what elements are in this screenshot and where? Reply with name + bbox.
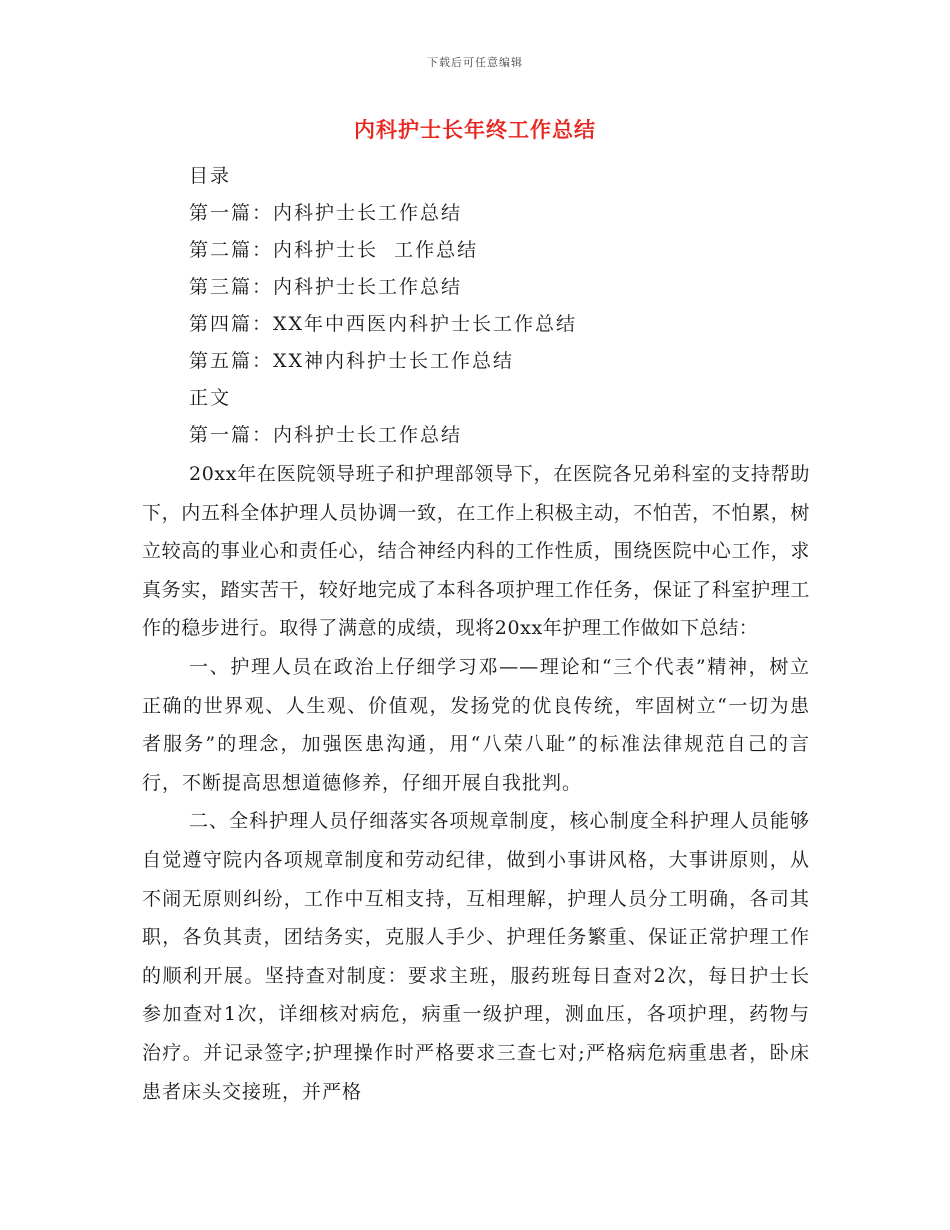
document-title: 内科护士长年终工作总结 — [354, 117, 596, 142]
toc-item-5: 第五篇：XX神内科护士长工作总结 — [189, 350, 515, 372]
body-text — [142, 455, 810, 1111]
toc-item-2: 第二篇：内科护士长 工作总结 — [189, 239, 479, 261]
table-of-contents — [189, 158, 829, 454]
toc-item-3: 第三篇：内科护士长工作总结 — [189, 276, 463, 298]
toc-heading: 目录 — [189, 165, 232, 187]
paragraph-1: 一、护理人员在政治上仔细学习邓——理论和“三个代表”精神，树立正确的世界观、人生观、价值观，发扬党的优良传统，牢固树立“一切为患者服务”的理念，加强医患沟通，用“八荣八耻”的标准法律规范自己的言行，不断提高思想道德修养，仔细开展自我批判。 — [142, 655, 810, 794]
body-heading: 正文 — [189, 387, 232, 409]
toc-item-1: 第一篇：内科护士长工作总结 — [189, 202, 463, 224]
paragraph-2: 二、全科护理人员仔细落实各项规章制度，核心制度全科护理人员能够自觉遵守院内各项规章制度和劳动纪律，做到小事讲风格，大事讲原则，从不闹无原则纠纷，工作中互相支持，互相理解，护理人员分工明确，各司其职，各负其责，团结务实，克服人手少、护理任务繁重、保证正常护理工作的顺利开展。坚持查对制度：要求主班，服药班每日查对2次，每日护士长参加查对1次，详细核对病危，病重一级护理，测血压，各项护理，药物与治疗。并记录签字;护理操作时严格要求三查七对;严格病危病重患者，卧床患者床头交接班，并严格 — [142, 810, 810, 1103]
section-heading: 第一篇：内科护士长工作总结 — [189, 424, 463, 446]
paragraph-intro: 20xx年在医院领导班子和护理部领导下，在医院各兄弟科室的支持帮助下，内五科全体护理人员协调一致，在工作上积极主动，不怕苦，不怕累，树立较高的事业心和责任心，结合神经内科的工作性质，围绕医院中心工作，求真务实，踏实苦干，较好地完成了本科各项护理工作任务，保证了科室护理工作的稳步进行。取得了满意的成绩，现将20xx年护理工作做如下总结： — [142, 463, 810, 640]
toc-item-4: 第四篇：XX年中西医内科护士长工作总结 — [189, 313, 578, 335]
header-note: 下载后可任意编辑 — [427, 56, 523, 69]
